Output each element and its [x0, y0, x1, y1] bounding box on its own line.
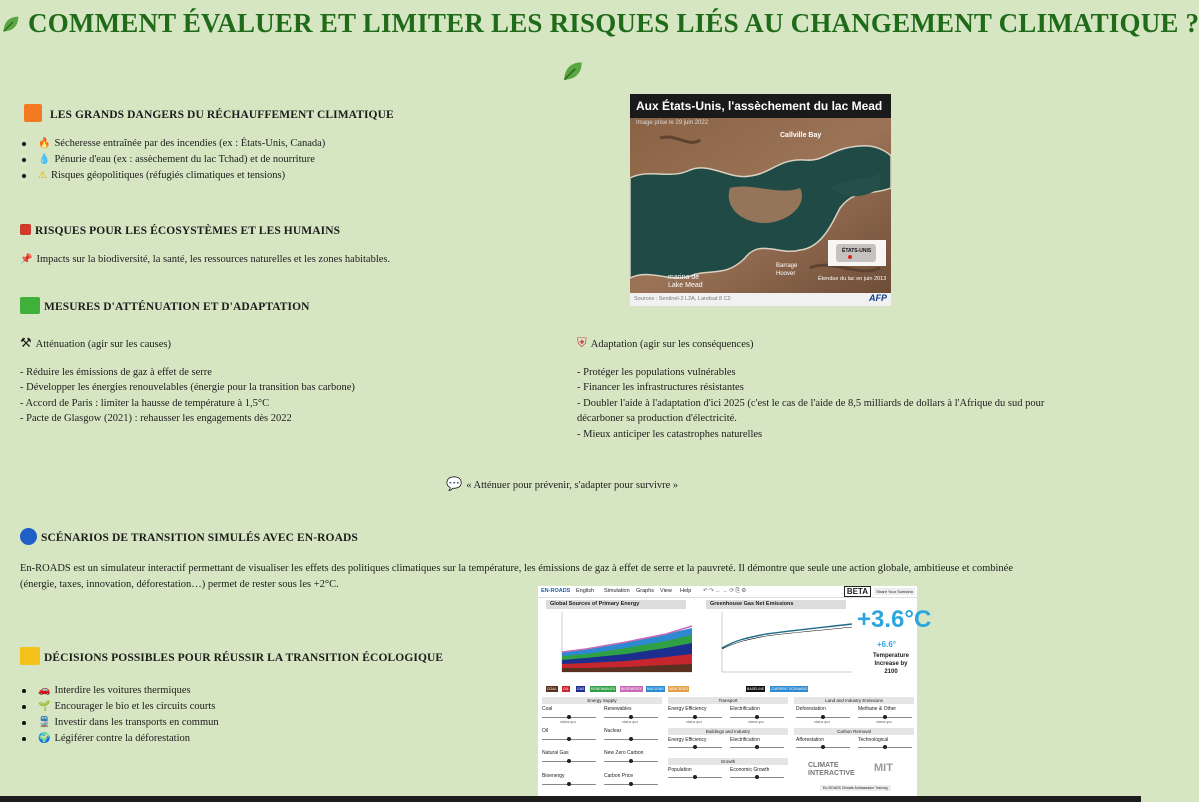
list-item: 🚗 Interdire les voitures thermiques — [20, 683, 219, 699]
label-marina: marina de Lake Mead — [668, 274, 703, 289]
satellite-image — [630, 118, 891, 294]
group-growth: Growth — [668, 758, 788, 765]
toolbar-icons[interactable]: ↶ ↷ ← → ⟳ ⎘ ⚙ — [703, 588, 747, 594]
control-deforestation: Deforestation — [796, 706, 826, 712]
menu-help[interactable]: Help — [680, 588, 692, 594]
control-electrification-2: Electrification — [730, 737, 760, 743]
emissions-chart — [722, 612, 852, 672]
decisions-heading: DÉCISIONS POSSIBLES POUR RÉUSSIR LA TRANSITION ÉCOLOGIQUE — [20, 647, 443, 665]
menu-view[interactable]: View — [660, 588, 672, 594]
photo-footer: Sources : Sentinel-2 L2A, Landsat 8 C2 AFP — [630, 293, 891, 306]
control-renewables: Renewables — [604, 706, 632, 712]
slider[interactable] — [730, 777, 784, 778]
sprout-icon: 🌱 — [38, 701, 51, 712]
scenarios-text-line1: En-ROADS est un simulateur interactif permettant de visualiser les effets des politiques climatiques sur la température, les émissions de gaz à effet de serre et la pauvreté. Il démontre que seule une action globale, ambitieuse et combinée — [20, 563, 1013, 574]
car-icon: 🚗 — [38, 685, 51, 696]
speech-bubble-icon: 💬 — [446, 476, 463, 491]
leaf-icon — [0, 13, 22, 35]
label-callville: Callville Bay — [780, 132, 822, 139]
group-energy-supply: Energy Supply — [542, 697, 662, 704]
menu-graphs[interactable]: Graphs — [636, 588, 655, 594]
group-transport: Transport — [668, 697, 788, 704]
adaptation-line: - Doubler l'aide à l'adaptation d'ici 2025 (c'est le cas de l'aide de 8,5 milliards de dollars à l'Afrique du sud pour — [577, 397, 1045, 409]
afp-logo: AFP — [869, 293, 887, 303]
green-square-icon — [20, 297, 40, 314]
orange-square-icon — [24, 104, 42, 122]
fire-icon: 🔥 — [38, 138, 51, 149]
adaptation-line: - Mieux anticiper les catastrophes naturelles — [577, 428, 763, 440]
attenuation-label: ⚒ Atténuation (agir sur les causes) — [20, 335, 171, 350]
shield-icon: ⛨ — [577, 335, 587, 350]
slider[interactable] — [604, 784, 658, 785]
slider[interactable] — [858, 717, 912, 718]
climate-interactive-logo: CLIMATE INTERACTIVE — [808, 762, 855, 777]
pushpin-icon: 📌 — [20, 254, 33, 265]
train-icon: 🚆 — [38, 717, 51, 728]
control-afforestation: Afforestation — [796, 737, 824, 743]
slider[interactable] — [668, 747, 722, 748]
control-methane: Methane & Other — [858, 706, 897, 712]
group-carbon-removal: Carbon Removal — [794, 728, 914, 735]
slider[interactable] — [542, 784, 596, 785]
list-item: 🌍 Légiférer contre la déforestation — [20, 731, 219, 747]
slider[interactable] — [796, 717, 850, 718]
control-natural-gas: Natural Gas — [542, 750, 569, 756]
adaptation-line: - Protéger les populations vulnérables — [577, 366, 736, 378]
red-square-icon — [20, 224, 31, 235]
scenarios-text-line2: (énergie, taxes, innovation, déforestation…) permet de rester sous les +2°C. — [20, 579, 339, 590]
tools-icon: ⚒ — [20, 335, 32, 350]
group-buildings: Buildings and Industry — [668, 728, 788, 735]
adaptation-label: ⛨ Adaptation (agir sur les conséquences) — [577, 335, 754, 350]
ecosystems-heading: RISQUES POUR LES ÉCOSYSTÈMES ET LES HUMAINS — [20, 224, 340, 237]
scenarios-heading: SCÉNARIOS DE TRANSITION SIMULÉS AVEC EN-ROADS — [20, 528, 358, 545]
beta-badge: BETA — [844, 586, 871, 597]
droplet-icon: 💧 — [38, 154, 51, 165]
slider[interactable] — [668, 717, 722, 718]
mesures-heading: MESURES D'ATTÉNUATION ET D'ADAPTATION — [20, 297, 310, 314]
slider[interactable] — [604, 761, 658, 762]
dangers-list — [20, 136, 325, 184]
yellow-square-icon — [20, 647, 40, 665]
globe-icon: 🌍 — [38, 733, 51, 744]
list-item: 🚆 Investir dans les transports en commun — [20, 715, 219, 731]
quote: 💬 « Atténuer pour prévenir, s'adapter pour survivre » — [446, 476, 679, 491]
slider[interactable] — [604, 717, 658, 718]
slider[interactable] — [730, 747, 784, 748]
control-carbon-price: Carbon Price — [604, 773, 634, 779]
share-button[interactable]: Share Your Scenario — [876, 589, 913, 594]
photo-title: Aux États-Unis, l'assèchement du lac Mead — [630, 94, 891, 118]
control-electrification: Electrification — [730, 706, 760, 712]
control-oil: Oil — [542, 728, 549, 734]
slider[interactable] — [858, 747, 912, 748]
list-item: 🔥 Sécheresse entraînée par des incendies (ex : États-Unis, Canada) — [20, 136, 325, 152]
attenuation-column — [20, 335, 355, 427]
bottom-border — [0, 796, 1141, 802]
slider[interactable] — [542, 739, 596, 740]
page-title: COMMENT ÉVALUER ET LIMITER LES RISQUES LIÉS AU CHANGEMENT CLIMATIQUE ? — [0, 8, 1141, 39]
label-barrage: Barrage Hoover — [776, 263, 798, 277]
photo-date: Image prise le 29 juin 2022 — [636, 120, 709, 126]
decisions-list — [20, 683, 219, 747]
en-roads-charts — [546, 610, 846, 682]
control-nuclear: Nuclear — [604, 728, 622, 734]
control-energy-efficiency-2: Energy Efficiency — [668, 737, 707, 743]
adaptation-column — [577, 335, 1044, 442]
mit-logo: MIT — [874, 762, 893, 774]
slider[interactable] — [668, 777, 722, 778]
control-technological: Technological — [858, 737, 889, 743]
attenuation-line: - Pacte de Glasgow (2021) : rehausser les engagements dès 2022 — [20, 413, 292, 424]
slider[interactable] — [542, 761, 596, 762]
energy-chart — [562, 612, 692, 672]
control-population: Population — [668, 767, 692, 773]
blue-circle-icon — [20, 528, 37, 545]
list-item: 🌱 Encourager le bio et les circuits courts — [20, 699, 219, 715]
panel-ghg-emissions: Greenhouse Gas Net Emissions — [706, 600, 846, 609]
control-economic-growth: Economic Growth — [730, 767, 770, 773]
en-roads-logo: EN-ROADS — [541, 588, 571, 594]
menu-simulation[interactable]: Simulation — [604, 588, 630, 594]
training-button[interactable]: En-ROADS Climate Ambassador Training — [820, 785, 891, 791]
temperature-value: +3.6°C — [857, 606, 932, 633]
warning-icon: ⚠ — [38, 170, 47, 181]
slider[interactable] — [542, 717, 596, 718]
ecosystems-text: 📌 Impacts sur la biodiversité, la santé, les ressources naturelles et les zones habitables. — [20, 254, 391, 265]
adaptation-line: - Financer les infrastructures résistantes — [577, 382, 744, 393]
control-new-zero-carbon: New Zero Carbon — [604, 750, 644, 756]
group-land-industry: Land and Industry Emissions — [794, 697, 914, 704]
leaf-icon — [560, 58, 586, 84]
en-roads-screenshot: EN-ROADS English Simulation Graphs View Help ↶ ↷ ← → ⟳ ⎘ ⚙ BETA Share Your Scenario Global Sources of Primary Energy Greenhouse Gas Net Emissions +3.6°C +6.6° Temperature Increase by 2100 COAL OIL GAS RENEWABLES BIOENERGY NUCLEAR NEW ZERO BASELINE CURRENT SCENARIO Energy Supply Transport Land and Industry Emissions Buildings and Industry Carbon Removal Growth Coal Renewables Energy Efficiency Electrification Deforestation Methane & Other Oil Nuclear Energy Efficiency Electrification Afforestation Technological Natural Gas New Zero Carbon Population Economic Growth Bioenergy Carbon Price status quo status quo status quo status quo status quo status quo CLIMATE INTERACTIVE MIT En-ROADS Climate Ambassador Training — [538, 586, 917, 796]
dangers-heading: LES GRANDS DANGERS DU RÉCHAUFFEMENT CLIMATIQUE — [24, 104, 394, 122]
temperature-high: +6.6° — [877, 640, 896, 649]
list-item: 💧 Pénurie d'eau (ex : assèchement du lac Tchad) et de nourriture — [20, 152, 325, 168]
control-coal: Coal — [542, 706, 553, 712]
slider[interactable] — [796, 747, 850, 748]
control-energy-efficiency: Energy Efficiency — [668, 706, 707, 712]
lake-mead-photo — [630, 94, 891, 306]
attenuation-line: - Accord de Paris : limiter la hausse de température à 1,5°C — [20, 397, 270, 409]
us-map-inset: ÉTATS-UNIS — [828, 240, 886, 266]
attenuation-line: - Développer les énergies renouvelables (énergie pour la transition bas carbone) — [20, 382, 355, 393]
attenuation-line: - Réduire les émissions de gaz à effet de serre — [20, 366, 212, 378]
control-bioenergy: Bioenergy — [542, 773, 565, 779]
adaptation-line: décarboner sa production d'électricité. — [577, 413, 737, 424]
slider[interactable] — [604, 739, 658, 740]
menu-english[interactable]: English — [576, 588, 595, 594]
list-item: ⚠ Risques géopolitiques (réfugiés climatiques et tensions) — [20, 168, 325, 184]
temperature-label: Temperature Increase by 2100 — [873, 653, 909, 675]
legend-etendue: Étendue du lac en juin 2013 — [818, 276, 887, 282]
slider[interactable] — [730, 717, 784, 718]
panel-primary-energy: Global Sources of Primary Energy — [546, 600, 686, 609]
